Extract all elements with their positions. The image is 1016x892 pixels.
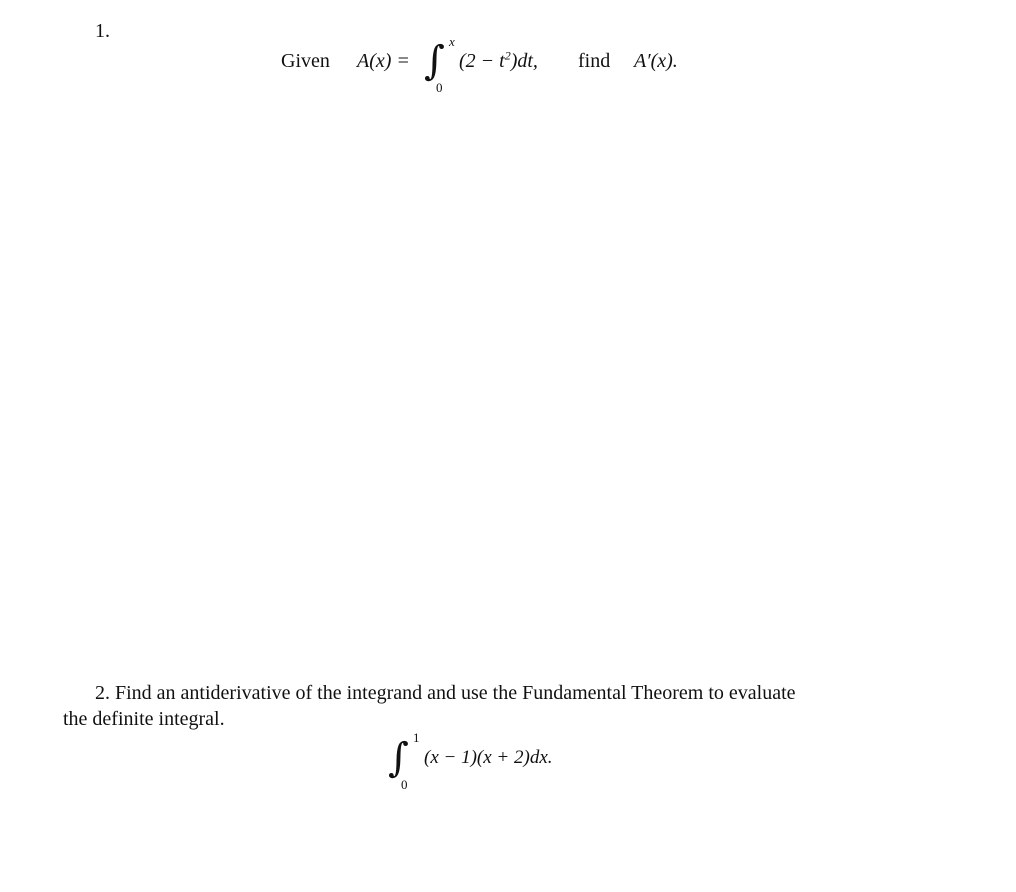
function-lhs: A(x) =	[357, 50, 410, 72]
integrand-post: )dt,	[510, 50, 538, 72]
integral-upper-limit: 1	[413, 730, 420, 745]
given-word: Given	[281, 50, 330, 72]
instruction-line-2: the definite integral.	[63, 708, 225, 730]
find-word: find	[578, 50, 611, 72]
integrand-pre: (2 − t	[459, 50, 505, 72]
integrand	[459, 50, 538, 73]
instruction-line-1: 2. Find an antiderivative of the integrand and use the Fundamental Theorem to evaluate	[95, 682, 796, 704]
integrand: (x − 1)(x + 2)dx.	[424, 747, 553, 768]
integral-upper-limit: x	[449, 34, 455, 49]
integral-sign: ∫	[388, 735, 409, 781]
integral-sign: ∫	[424, 38, 445, 84]
problem-number-1: 1.	[95, 20, 110, 42]
target-derivative: A′(x).	[634, 50, 678, 72]
integral-lower-limit: 0	[436, 80, 443, 95]
integral-lower-limit: 0	[401, 777, 408, 792]
integrand-exponent: 2	[504, 48, 511, 63]
